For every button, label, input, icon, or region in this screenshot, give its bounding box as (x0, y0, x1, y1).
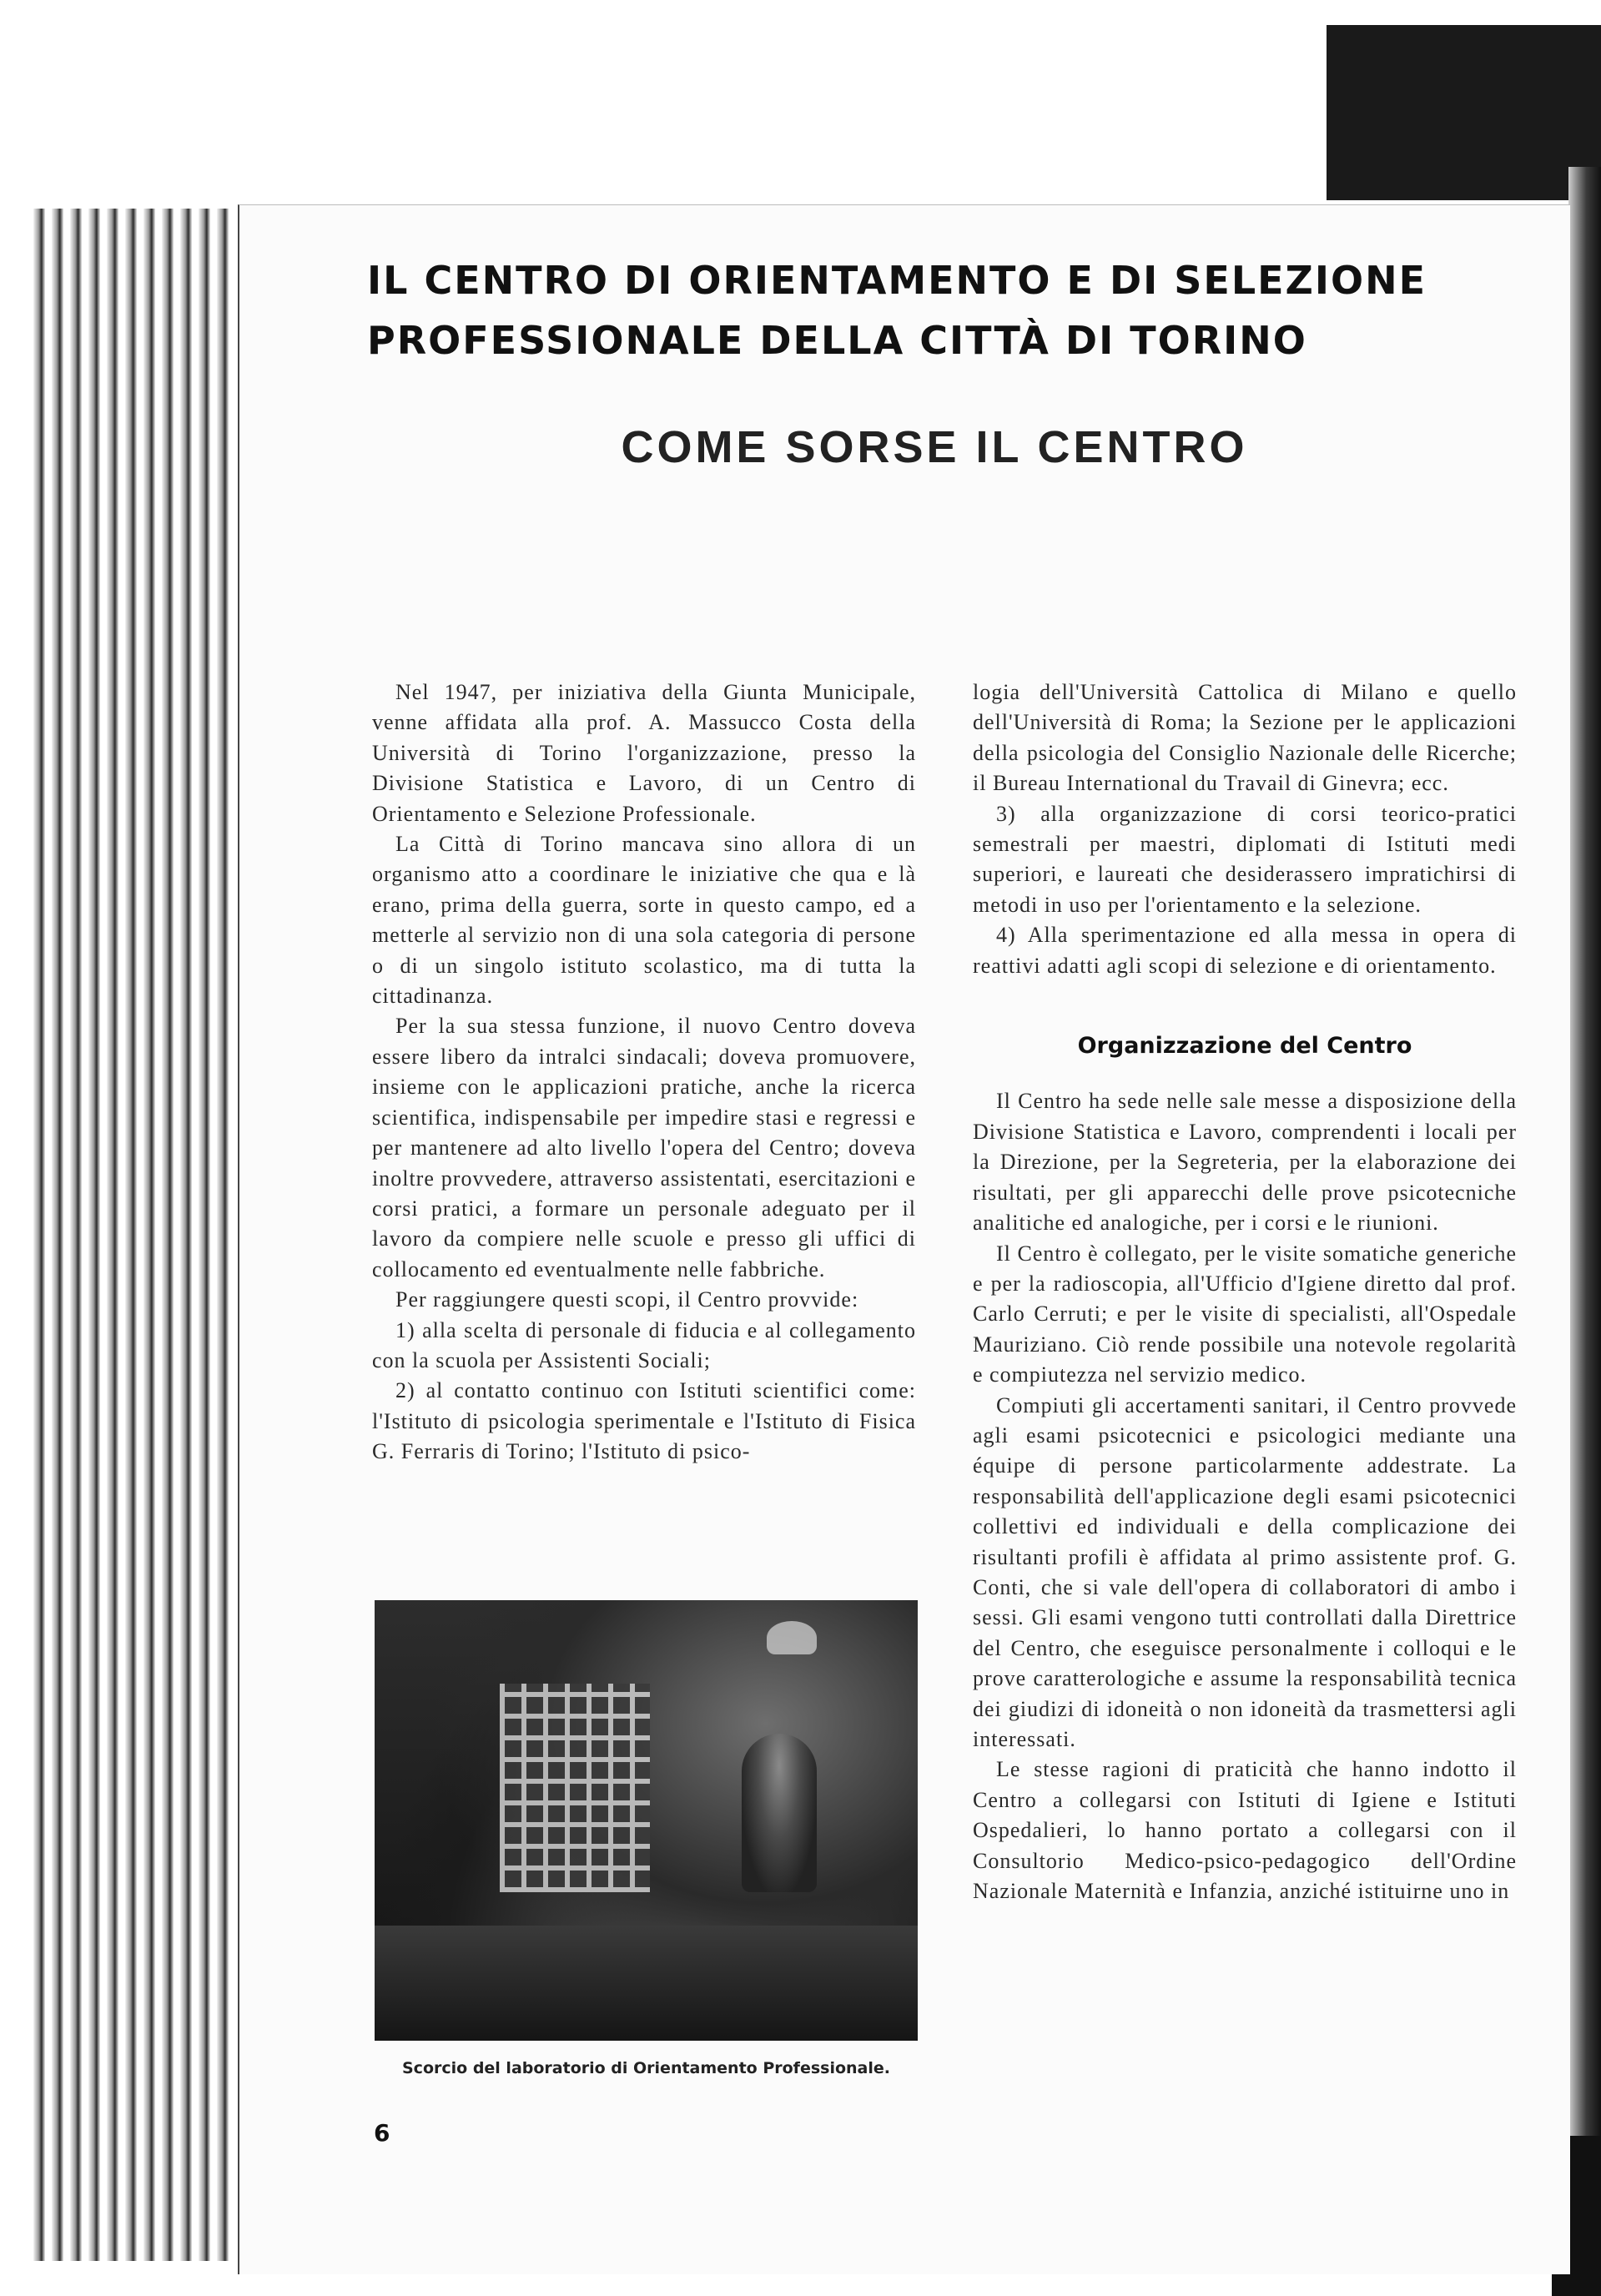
paragraph: Nel 1947, per iniziativa della Giunta Municipale, venne affidata alla prof. A. Massucco Costa della Università di Torino l'organizzazione, presso la Divisione Statistica e Lavoro, di un Centro di Orientamento e Selezione Professionale. (372, 680, 916, 826)
paragraph: 4) Alla sperimentazione ed alla messa in opera di reattivi adatti agli scopi di selezione e di orientamento. (973, 923, 1517, 978)
title-line-2: PROFESSIONALE DELLA CITTÀ DI TORINO (367, 318, 1307, 363)
photo-caption: Scorcio del laboratorio di Orientamento Professionale. (402, 2059, 890, 2077)
paragraph: La Città di Torino mancava sino allora di un organismo atto a coordinare le iniziative che qua e là erano, prima della guerra, sorte in questo campo, ed a metterle al servizio non di una sola categoria di persone o di un singolo istituto scolastico, ma di tutta la cittadinanza. (372, 832, 916, 1009)
photo-apparatus-panel (500, 1684, 650, 1892)
paragraph: Per raggiungere questi scopi, il Centro provvide: (395, 1287, 859, 1312)
scan-shadow-right-edge (1568, 167, 1601, 2296)
paragraph: Compiuti gli accertamenti sanitari, il Centro provvede agli esami psicotecnici e psicologici mediante una équipe di persone particolarmente addestrate. La responsabilità dell'applicazione degli esami psicotecnici collettivi ed individuali e della complicazione dei risultanti profili è affidata al primo assistente prof. G. Conti, che si vale dell'opera di collaboratori di ambo i sessi. Gli esami vengono tutti controllati dalla Direttrice del Centro, che eseguisce personalmente i colloqui e le prove caratterologiche e assume la responsabilità tecnica dei giudizi di idoneità o non idoneità da trasmettersi agli interessati. (973, 1392, 1517, 1751)
title-line-1: IL CENTRO DI ORIENTAMENTO E DI SELEZIONE (367, 258, 1427, 303)
paragraph: Il Centro ha sede nelle sale messe a disposizione della Divisione Statistica e Lavoro, comprendenti i locali per la Direzione, per la Segreteria, per la elaborazione dei risultati, per gli apparecchi delle prove psicotecniche analitiche ed analogiche, per i corsi e le riunioni. (973, 1089, 1517, 1236)
page-number: 6 (374, 2119, 390, 2147)
paragraph: Per la sua stessa funzione, il nuovo Centro doveva essere libero da intralci sindacali; doveva promuovere, insieme con le applicazioni pratiche, anche la ricerca scientifica, indispensabile per impedire stasi e regressi e per mantenere ad alto livello l'opera del Centro; doveva inoltre provvedere, attraverso assistentati, esercitazioni e corsi pratici, a formare un personale adeguato per il lavoro da compiere nelle scuole e presso gli uffici di collocamento ed eventualmente nelle fabbriche. (372, 1014, 916, 1281)
scan-shadow-top-right (1327, 25, 1601, 200)
paragraph: 1) alla scelta di personale di fiducia e al collegamento con la scuola per Assistenti Sociali; (372, 1317, 916, 1372)
section-heading: Organizzazione del Centro (1077, 1033, 1412, 1060)
section-subtitle: COME SORSE IL CENTRO (621, 422, 1248, 472)
photo-desk (375, 1926, 918, 2041)
paragraph: 2) al contatto continuo con Istituti scientifici come: l'Istituto di psicologia sperimentale e l'Istituto di Fisica G. Ferraris di Torino; l'Istituto di psico- (372, 1378, 916, 1464)
photo-person (742, 1734, 817, 1892)
paragraph: logia dell'Università Cattolica di Milano e quello dell'Università di Roma; la Sezione per le applicazioni della psicologia del Consiglio Nazionale delle Ricerche; il Bureau International du Travail di Ginevra; ecc. (973, 680, 1517, 796)
right-text-column (973, 677, 1517, 1906)
paragraph: 3) alla organizzazione di corsi teorico-pratici semestrali per maestri, diplomati di Istituti medi superiori, e laureati che desiderassero impratichirsi di metodi in uso per l'orientamento e la selezione. (973, 801, 1517, 917)
photo-lamp (767, 1621, 817, 1654)
stacked-page-edges (33, 209, 242, 2261)
paragraph: Il Centro è collegato, per le visite somatiche generiche e per la radioscopia, all'Ufficio d'Igiene diretto dal prof. Carlo Cerruti; e per le visite di specialisti, all'Ospedale Mauriziano. Ciò rende possibile una notevole regolarità e compiutezza nel servizio medico. (973, 1241, 1517, 1387)
page-title (367, 250, 1552, 370)
laboratory-photo (375, 1600, 918, 2041)
paragraph: Le stesse ragioni di praticità che hanno indotto il Centro a collegarsi con Istituti di Igiene e Istituti Ospedalieri, lo hanno portato a collegarsi con il Consultorio Medico-psico-pedagogico dell'Ordine Nazionale Maternità e Infanzia, anziché istituirne uno in (973, 1757, 1517, 1904)
left-text-column (372, 677, 916, 1468)
